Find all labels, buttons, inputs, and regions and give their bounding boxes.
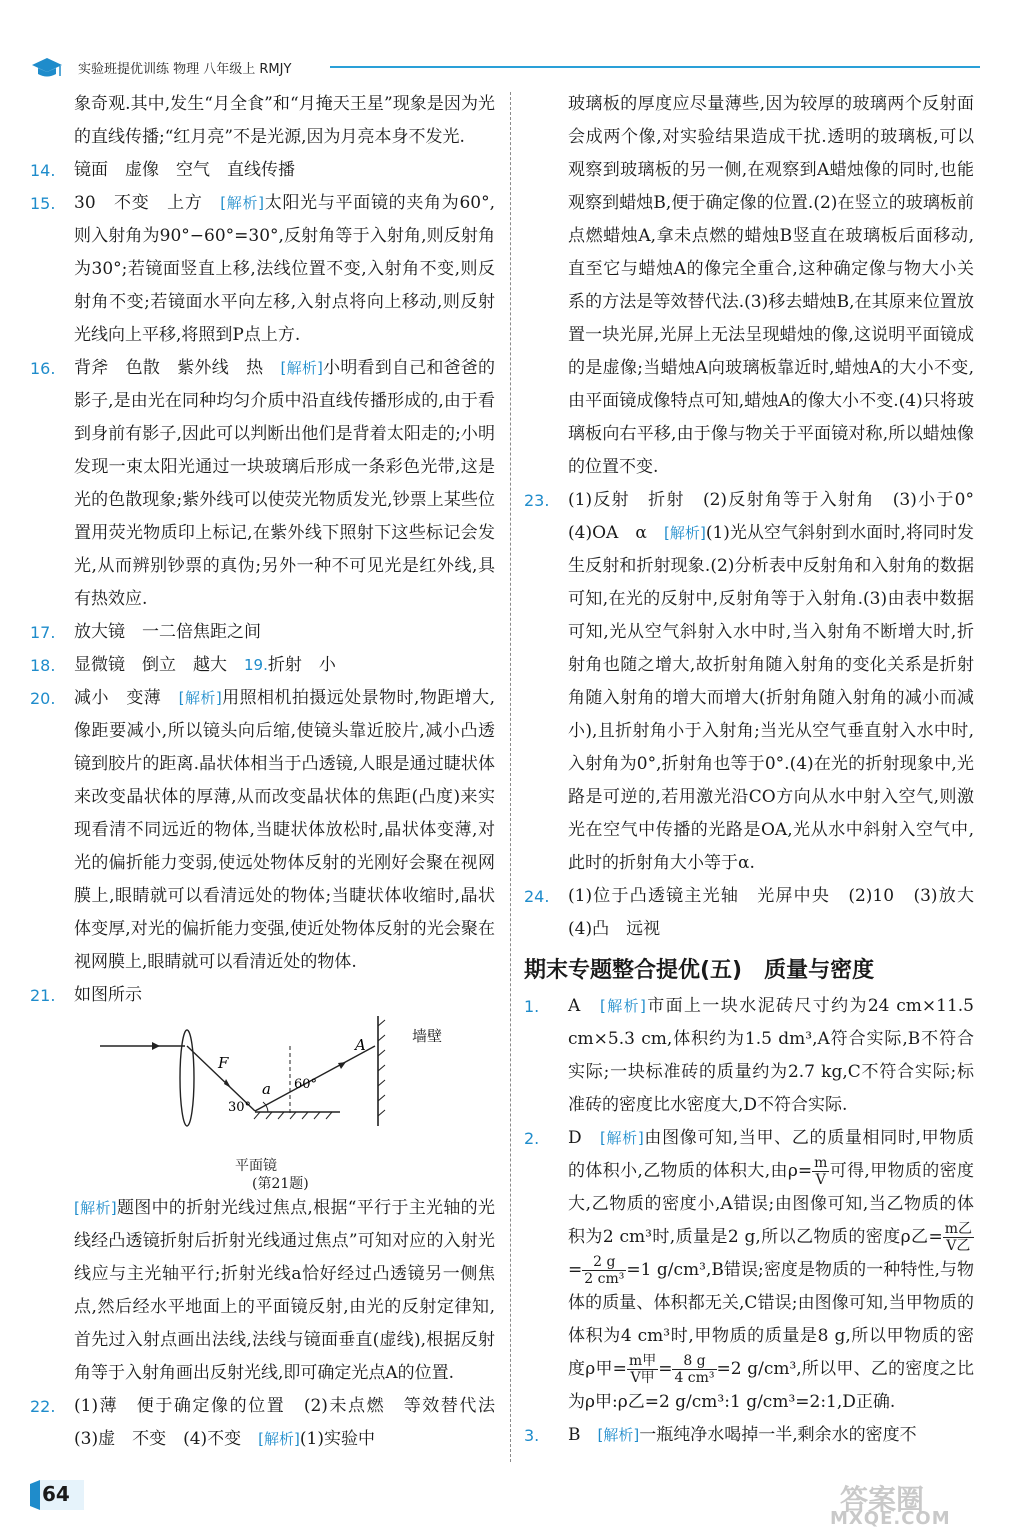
answer-15 [30,187,495,352]
right-column [524,88,991,1452]
analysis-text: 由图像可知,当甲、乙的质量相同时,甲物质的体积小,乙物质的体积大,由ρ= [568,1128,974,1181]
q-number: 15. [30,194,56,213]
answer-text: (1)位于凸透镜主光轴 光屏中央 (2)10 (3)放大 (4)凸 远视 [568,886,991,939]
label-a: a [262,1080,271,1098]
q21-analysis [30,1192,495,1390]
analysis-tag: [解析] [600,997,646,1015]
intro-text: 象奇观.其中,发生“月全食”和“月掩天王星”现象是因为光的直线传播;“红月亮”不是光源,因为月亮本身不发光. [74,94,495,147]
answer-23 [524,484,991,880]
label-A: A [355,1036,366,1054]
analysis-text: (1)光从空气斜射到水面时,将同时发生反射和折射现象.(2)分析表中反射角和入射角的数据可知,在光的反射中,反射角等于入射角.(3)由表中数据可知,光从空气斜射入水中时,当入射角不断增大时,折射角也随之增大,故折射角随入射角的变化关系是折射角随入射角的增大而增大(折射角随入射角的减小而减小),且折射角小于入射角;当光从空气垂直射入水中时,入射角为0°,折射角也等于0°.(4)在光的折射现象中,光路是可逆的,若用激光沿CO方向从水中射入空气,则激光在空气中传播的光路是OA,光从水中斜射入空气中,此时的折射角大小等于α. [568,523,974,873]
analysis-text: 市面上一块水泥砖尺寸约为24 cm×11.5 cm×5.3 cm,体积约为1.5 dm³,A符合实际,B不符合实际;一块标准砖的质量约为2.7 kg,C不符合实际;标准砖的密度比水密度大,D不符合实际. [568,996,974,1115]
answer-text: D [568,1128,600,1148]
analysis-text: 太阳光与平面镜的夹角为60°,则入射角为90°−60°=30°,反射角等于入射角,则反射角为30°;若镜面竖直上移,法线位置不变,入射角不变,则反射角不变;若镜面水平向左移,入射点将向上移动,则反射光线向上平移,将照到P点上方. [74,193,495,345]
page-number: 64 [42,1482,70,1506]
analysis-tag: [解析] [597,1426,640,1444]
q-number: 1. [524,997,540,1016]
answer-text: 背斧 色散 紫外线 热 [74,358,281,378]
analysis-text: =2 g/cm³,所以甲、乙的密度之比为ρ甲:ρ乙=2 g/cm³:1 g/cm³=2:1,D正确. [568,1359,974,1412]
answer-24 [524,880,991,946]
answer-21 [30,979,495,1012]
analysis-text: =1 g/cm³,B错误;密度是物质的一种特性,与物体的质量、体积都无关,C错误;由图像可知,当甲物质的体积为4 cm³时,甲物质的质量是8 g,所以甲物质的密度ρ甲= [568,1260,974,1379]
answer-text: 减小 变薄 [74,688,179,708]
angle-60-label: 60° [294,1077,318,1092]
section-answer-2 [524,1122,974,1419]
analysis-tag: [解析] [220,194,265,212]
analysis-text: 用照相机拍摄远处景物时,物距增大,像距要减小,所以镜头向后缩,使镜头靠近胶片,减小凸透镜到胶片的距离.晶状体相当于凸透镜,人眼是通过睫状体来改变晶状体的厚薄,从而改变晶状体的焦距(凸度)来实现看清不同远近的物体,当睫状体放松时,晶状体变薄,对光的偏折能力变弱,使远处物体反射的光刚好会聚在视网膜上,眼睛就可以看清远处的物体;当睫状体收缩时,晶状体变厚,对光的偏折能力变强,使近处物体反射的光会聚在视网膜上,眼睛就可以看清近处的物体. [74,688,495,972]
analysis-text: 一瓶纯净水喝掉一半,剩余水的密度不 [639,1425,917,1445]
analysis-text: 题图中的折射光线过焦点,根据“平行于主光轴的光线经凸透镜折射后折射光线通过焦点”可知对应的入射光线应与主光轴平行;折射光线a恰好经过凸透镜另一侧焦点,然后经水平地面上的平面镜反射,由光的反射定律知,首先过入射点画出法线,法线与镜面垂直(虚线),根据反射角等于入射角画出反射光线,即可确定光点A的位置. [74,1198,495,1383]
answer-text: A [568,996,601,1016]
q-number: 21. [30,986,56,1005]
q-number: 16. [30,359,56,378]
section-answer-3 [524,1419,974,1452]
ray-diagram [100,1016,430,1156]
analysis-tag: [解析] [258,1430,300,1448]
q-number: 17. [30,623,56,642]
label-F: F [218,1054,229,1072]
wall-label: 墙壁 [412,1027,443,1045]
page-number-badge [30,1480,84,1510]
q-number: 2. [524,1129,540,1148]
figure-caption: (第21题) [252,1176,309,1192]
answer-20 [30,682,495,979]
graduation-cap-icon [30,56,64,82]
fraction-2g: $\frac{2 g}{\text{2 cm³}}$ [584,1254,625,1287]
answer-text: 放大镜 一二倍焦距之间 [74,622,261,642]
q-number: 19. [244,656,268,674]
analysis-text: = [568,1260,583,1280]
left-column [30,88,512,1456]
watermark-line1: 答案圈 [840,1483,925,1516]
watermark-line2: MXQE.COM [830,1508,951,1529]
fraction-8g: $\frac{8 g}{\text{4 cm³}}$ [674,1353,715,1386]
answer-22 [30,1390,512,1456]
watermark [810,1478,990,1532]
fraction-m-jia: $\frac{\text{m甲}}{\text{V甲}}$ [628,1353,657,1386]
q-number: 20. [30,689,56,708]
answer-text: 如图所示 [74,985,142,1005]
q-number: 24. [524,887,550,906]
fraction-m-yi: $\frac{\text{m乙}}{\text{V乙}}$ [944,1221,972,1254]
header-title: 实验班提优训练 物理 八年级上 RMJY [78,62,292,77]
analysis-text: = [658,1359,673,1379]
answer-17 [30,616,495,649]
section-answer-1 [524,990,974,1122]
analysis-tag: [解析] [280,359,323,377]
answer-text: 显微镜 倒立 越大 [74,655,244,675]
page-header [30,52,980,84]
analysis-text: (1)实验中 [299,1429,375,1449]
analysis-text: 可得,甲物质的密度大,乙物质的密度小,A错误;由图像可知,当乙物质的体积为2 cm³时,质量是2 g,所以乙物质的密度ρ乙= [568,1161,974,1247]
analysis-tag: [解析] [178,689,222,707]
answer-text: (1)反射 折射 (2)反射角等于入射角 (3)小于0° (4)OA α [568,490,991,543]
header-rule [330,66,980,68]
analysis-tag: [解析] [74,1199,117,1217]
analysis-tag: [解析] [663,524,706,542]
answer-text: 折射 小 [267,655,336,675]
q22-continued: 玻璃板的厚度应尽量薄些,因为较厚的玻璃两个反射面会成两个像,对实验结果造成干扰.透明的玻璃板,可以观察到玻璃板的另一侧,在观察到A蜡烛像的同时,也能观察到蜡烛B,便于确定像的位置.(2)在竖立的玻璃板前点燃蜡烛A,拿未点燃的蜡烛B竖直在玻璃板后面移动,直至它与蜡烛A的像完全重合,这种确定像与物大小关系的方法是等效替代法.(3)移去蜡烛B,在其原来位置放置一块光屏,光屏上无法呈现蜡烛的像,这说明平面镜成的是虚像;当蜡烛A向玻璃板靠近时,蜡烛A的大小不变,由平面镜成像特点可知,蜡烛A的像大小不变.(4)只将玻璃板向右平移,由于像与物关于平面镜对称,所以蜡烛像的位置不变. [568,94,974,477]
q-number: 14. [30,161,56,180]
analysis-tag: [解析] [599,1129,644,1147]
answer-16 [30,352,495,616]
q-number: 18. [30,656,56,675]
section-title: 期末专题整合提优(五) 质量与密度 [524,958,875,983]
answer-text: 30 不变 上方 [74,193,221,213]
answer-text: B [568,1425,598,1445]
answer-text: (1)薄 便于确定像的位置 (2)未点燃 等效替代法 (3)虚 不变 (4)不变 [74,1396,512,1449]
answer-text: 镜面 虚像 空气 直线传播 [74,160,295,180]
q-number: 22. [30,1397,56,1416]
fraction-m-over-v: $\frac{m}{V}$ [814,1155,828,1188]
angle-30-label: 30° [228,1100,252,1115]
q-number: 3. [524,1426,540,1445]
q-number: 23. [524,491,550,510]
answer-14 [30,154,495,187]
mirror-label: 平面镜 [235,1158,277,1174]
analysis-text: 小明看到自己和爸爸的影子,是由光在同种均匀介质中沿直线传播形成的,由于看到身前有影子,因此可以判断出他们是背着太阳走的;小明发现一束太阳光通过一块玻璃后形成一条彩色光带,这是光的色散现象;紫外线可以使荧光物质发光,钞票上某些位置用荧光物质印上标记,在紫外线下照射下这些标记会发光,从而辨别钞票的真伪;另外一种不可见光是红外线,具有热效应. [74,358,496,609]
answer-18-19 [30,649,495,682]
optics-figure [30,1016,495,1192]
column-divider [510,92,511,1462]
